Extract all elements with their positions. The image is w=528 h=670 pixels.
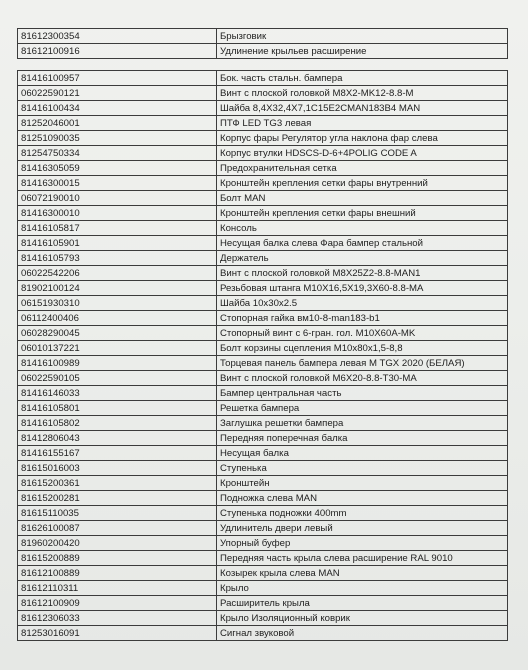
part-name-cell: Бок. часть стальн. бампера: [217, 71, 508, 86]
part-name-cell: Крыло: [217, 581, 508, 596]
part-name-cell: Козырек крыла слева MAN: [217, 566, 508, 581]
part-number-cell: 81902100124: [18, 281, 217, 296]
part-number-cell: 81615200889: [18, 551, 217, 566]
part-name-cell: Несущая балка: [217, 446, 508, 461]
table-row: [18, 29, 508, 44]
part-number-cell: 06022542206: [18, 266, 217, 281]
part-number-cell: 81960200420: [18, 536, 217, 551]
part-name-cell: Шайба 10x30x2.5: [217, 296, 508, 311]
part-number-cell: 81615110035: [18, 506, 217, 521]
table-row: [18, 266, 508, 281]
table-row: [18, 491, 508, 506]
table-row: [18, 431, 508, 446]
part-name-cell: Бампер центральная часть: [217, 386, 508, 401]
part-number-cell: 81416105802: [18, 416, 217, 431]
table-row: [18, 446, 508, 461]
part-name-cell: Решетка бампера: [217, 401, 508, 416]
part-number-cell: 81254750334: [18, 146, 217, 161]
part-name-cell: Резьбовая штанга M10X16,5X19,3X60-8.8-MA: [217, 281, 508, 296]
part-number-cell: 81612100889: [18, 566, 217, 581]
part-number-cell: 81416305059: [18, 161, 217, 176]
part-name-cell: Упорный буфер: [217, 536, 508, 551]
table-row: [18, 566, 508, 581]
table-row: [18, 551, 508, 566]
parts-table-main: [17, 70, 508, 641]
table-row: [18, 281, 508, 296]
table-row: [18, 311, 508, 326]
table-row: [18, 71, 508, 86]
table-row: [18, 176, 508, 191]
part-name-cell: Шайба 8,4X32,4X7,1C15E2CMAN183B4 MAN: [217, 101, 508, 116]
part-number-cell: 81626100087: [18, 521, 217, 536]
table-row: [18, 416, 508, 431]
part-number-cell: 81416105901: [18, 236, 217, 251]
table-row: [18, 461, 508, 476]
part-name-cell: Предохранительная сетка: [217, 161, 508, 176]
part-name-cell: Ступенька подножки 400mm: [217, 506, 508, 521]
part-name-cell: Винт с плоской головкой M8X2-MK12-8.8-M: [217, 86, 508, 101]
part-number-cell: 81416155167: [18, 446, 217, 461]
table-row: [18, 596, 508, 611]
part-name-cell: Подножка слева MAN: [217, 491, 508, 506]
part-name-cell: Удлинитель двери левый: [217, 521, 508, 536]
part-name-cell: Передняя часть крыла слева расширение RAL 9010: [217, 551, 508, 566]
table-row: [18, 476, 508, 491]
part-number-cell: 81251090035: [18, 131, 217, 146]
part-number-cell: 06151930310: [18, 296, 217, 311]
table-row: [18, 86, 508, 101]
part-name-cell: Удлинение крыльев расширение: [217, 44, 508, 59]
part-number-cell: 06022590105: [18, 371, 217, 386]
part-number-cell: 81412806043: [18, 431, 217, 446]
parts-table-top: [17, 28, 508, 59]
table-row: [18, 371, 508, 386]
part-name-cell: Консоль: [217, 221, 508, 236]
table-row: [18, 581, 508, 596]
part-number-cell: 81615200281: [18, 491, 217, 506]
table-row: [18, 161, 508, 176]
part-name-cell: Крыло Изоляционный коврик: [217, 611, 508, 626]
part-number-cell: 81252046001: [18, 116, 217, 131]
part-name-cell: Держатель: [217, 251, 508, 266]
table-row: [18, 401, 508, 416]
table-row: [18, 536, 508, 551]
part-name-cell: Стопорный винт с 6-гран. гол. M10X60A-MK: [217, 326, 508, 341]
part-name-cell: ПТФ LED TG3 левая: [217, 116, 508, 131]
part-name-cell: Расширитель крыла: [217, 596, 508, 611]
part-number-cell: 06022590121: [18, 86, 217, 101]
part-name-cell: Винт с плоской головкой M8X25Z2-8.8-MAN1: [217, 266, 508, 281]
table-row: [18, 236, 508, 251]
part-name-cell: Винт с плоской головкой M6X20-8.8-T30-MA: [217, 371, 508, 386]
part-number-cell: 81416105817: [18, 221, 217, 236]
part-number-cell: 81615016003: [18, 461, 217, 476]
part-name-cell: Корпус втулки HDSCS-D-6+4POLIG CODE A: [217, 146, 508, 161]
part-name-cell: Кронштейн крепления сетки фары внешний: [217, 206, 508, 221]
table-row: [18, 611, 508, 626]
part-number-cell: 81612100909: [18, 596, 217, 611]
table-row: [18, 386, 508, 401]
table-row: [18, 116, 508, 131]
part-number-cell: 81416146033: [18, 386, 217, 401]
part-name-cell: Ступенька: [217, 461, 508, 476]
part-name-cell: Кронштейн крепления сетки фары внутренний: [217, 176, 508, 191]
part-number-cell: 81612306033: [18, 611, 217, 626]
part-name-cell: Болт MAN: [217, 191, 508, 206]
table-row: [18, 146, 508, 161]
table-row: [18, 251, 508, 266]
table-row: [18, 44, 508, 59]
part-number-cell: 06010137221: [18, 341, 217, 356]
part-number-cell: 81612110311: [18, 581, 217, 596]
part-name-cell: Сигнал звуковой: [217, 626, 508, 641]
table-row: [18, 296, 508, 311]
table-row: [18, 131, 508, 146]
part-number-cell: 81416100957: [18, 71, 217, 86]
part-name-cell: Кронштейн: [217, 476, 508, 491]
part-number-cell: 81416105793: [18, 251, 217, 266]
table-row: [18, 506, 508, 521]
table-row: [18, 101, 508, 116]
table-row: [18, 191, 508, 206]
part-number-cell: 81416300010: [18, 206, 217, 221]
part-name-cell: Корпус фары Регулятор угла наклона фар слева: [217, 131, 508, 146]
part-number-cell: 06112400406: [18, 311, 217, 326]
table-row: [18, 326, 508, 341]
part-number-cell: 81612300354: [18, 29, 217, 44]
table-row: [18, 221, 508, 236]
part-name-cell: Болт корзины сцепления M10x80x1,5-8,8: [217, 341, 508, 356]
part-number-cell: 81253016091: [18, 626, 217, 641]
table-row: [18, 341, 508, 356]
table-row: [18, 521, 508, 536]
part-number-cell: 81612100916: [18, 44, 217, 59]
part-name-cell: Стопорная гайка вм10-8-man183-b1: [217, 311, 508, 326]
part-number-cell: 81416100989: [18, 356, 217, 371]
part-name-cell: Несущая балка слева Фара бампер стальной: [217, 236, 508, 251]
part-number-cell: 81416100434: [18, 101, 217, 116]
table-row: [18, 206, 508, 221]
part-number-cell: 81416105801: [18, 401, 217, 416]
part-number-cell: 06072190010: [18, 191, 217, 206]
table-row: [18, 626, 508, 641]
part-number-cell: 81615200361: [18, 476, 217, 491]
table-row: [18, 356, 508, 371]
part-name-cell: Передняя поперечная балка: [217, 431, 508, 446]
part-number-cell: 06028290045: [18, 326, 217, 341]
part-name-cell: Торцевая панель бампера левая M TGX 2020 (БЕЛАЯ): [217, 356, 508, 371]
part-name-cell: Брызговик: [217, 29, 508, 44]
part-name-cell: Заглушка решетки бампера: [217, 416, 508, 431]
part-number-cell: 81416300015: [18, 176, 217, 191]
